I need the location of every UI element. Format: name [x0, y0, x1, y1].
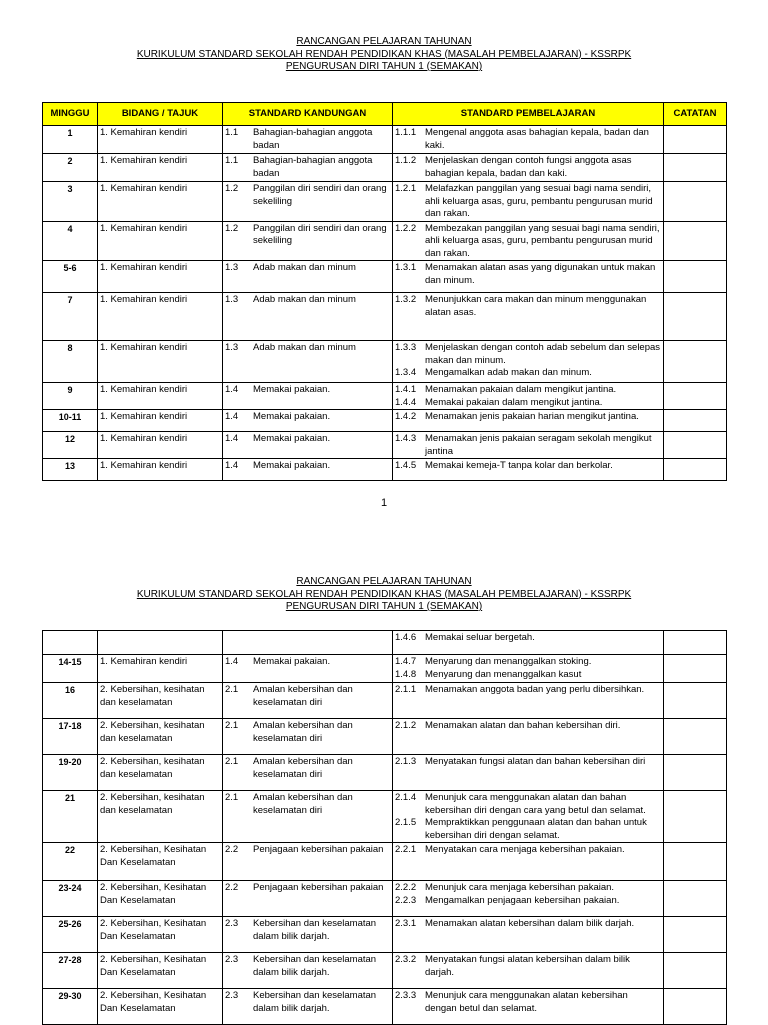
standard-kandungan-cell [223, 221, 393, 261]
catatan-cell [664, 881, 727, 917]
week-cell: 21 [43, 791, 98, 843]
standard-pembelajaran-cell [393, 182, 664, 222]
sp-code: 2.1.4 [395, 792, 417, 803]
doc-subject: PENGURUSAN DIRI TAHUN 1 (SEMAKAN) [285, 601, 483, 612]
standard-pembelajaran-cell [393, 432, 664, 459]
catatan-cell [664, 221, 727, 261]
sp-code: 2.1.1 [395, 684, 417, 695]
sk-text: Amalan kebersihan dan keselamatan diri [253, 756, 353, 780]
sp-text: Melafazkan panggilan yang sesuai bagi nama sendiri, ahli keluarga asas, guru, pembantu pengurusan murid dan rakan. [425, 183, 653, 219]
week-cell: 5-6 [43, 261, 98, 293]
sp-code: 1.4.1 [395, 384, 417, 395]
sk-code: 2.1 [225, 720, 239, 731]
table-header-row [43, 103, 727, 126]
week-cell [43, 631, 98, 655]
page1-body [43, 126, 727, 481]
sp-text: Memakai pakaian dalam mengikut jantina. [425, 396, 603, 408]
standard-kandungan-cell [223, 631, 393, 655]
sk-text: Kebersihan dan keselamatan dalam bilik darjah. [253, 990, 377, 1014]
table-row [43, 719, 727, 755]
bidang-cell: 2. Kebersihan, Kesihatan Dan Keselamatan [98, 881, 223, 917]
bidang-cell: 1. Kemahiran kendiri [98, 182, 223, 222]
sp-text: Menjelaskan dengan contoh adab sebelum dan selepas makan dan minum. [425, 342, 661, 366]
sp-code: 1.4.6 [395, 632, 417, 643]
standard-kandungan-cell [223, 655, 393, 683]
table-row [43, 683, 727, 719]
sp-code: 1.2.2 [395, 222, 417, 234]
sp-text: Menamakan jenis pakaian harian mengikut jantina. [425, 411, 639, 422]
catatan-cell [664, 154, 727, 182]
standard-kandungan-cell [223, 459, 393, 481]
standard-kandungan-cell [223, 293, 393, 341]
sk-code: 2.1 [225, 684, 239, 695]
table-row [43, 293, 727, 341]
bidang-cell: 2. Kebersihan, Kesihatan Dan Keselamatan [98, 917, 223, 953]
sp-code: 2.1.5 [395, 817, 417, 828]
table-row [43, 755, 727, 791]
catatan-cell [664, 755, 727, 791]
sk-code: 2.1 [225, 756, 239, 767]
week-cell: 4 [43, 221, 98, 261]
sk-code: 2.3 [225, 918, 239, 929]
bidang-cell: 1. Kemahiran kendiri [98, 383, 223, 410]
sk-text: Memakai pakaian. [253, 411, 331, 422]
standard-pembelajaran-cell [393, 221, 664, 261]
standard-pembelajaran-cell [393, 791, 664, 843]
week-cell: 8 [43, 341, 98, 383]
standard-kandungan-cell [223, 755, 393, 791]
catatan-cell [664, 989, 727, 1025]
standard-kandungan-cell [223, 432, 393, 459]
doc-subtitle: KURIKULUM STANDARD SEKOLAH RENDAH PENDIDIKAN KHAS (MASALAH PEMBELAJARAN) - KSSRPK [136, 48, 632, 60]
table-row [43, 459, 727, 481]
catatan-cell [664, 631, 727, 655]
standard-pembelajaran-cell [393, 843, 664, 881]
sp-text: Menunjuk cara menjaga kebersihan pakaian. [425, 882, 615, 893]
table-row [43, 341, 727, 383]
standard-kandungan-cell [223, 154, 393, 182]
standard-kandungan-cell [223, 383, 393, 410]
sk-text: Memakai pakaian. [253, 460, 331, 471]
week-cell: 10-11 [43, 410, 98, 432]
sp-text: Menamakan alatan kebersihan dalam bilik darjah. [425, 918, 635, 929]
sk-text: Adab makan dan minum [253, 294, 356, 305]
doc-subtitle: KURIKULUM STANDARD SEKOLAH RENDAH PENDIDIKAN KHAS (MASALAH PEMBELAJARAN) - KSSRPK [136, 588, 632, 600]
sp-text: Membezakan panggilan yang sesuai bagi nama sendiri, ahli keluarga asas, guru, pembantu pengurusan murid dan rakan. [425, 222, 660, 259]
sk-text: Memakai pakaian. [253, 384, 331, 395]
col-standard-pembelajaran: STANDARD PEMBELAJARAN [393, 103, 664, 126]
table-row [43, 383, 727, 410]
standard-kandungan-cell [223, 719, 393, 755]
week-cell: 7 [43, 293, 98, 341]
bidang-cell: 2. Kebersihan, kesihatan dan keselamatan [98, 719, 223, 755]
sp-code: 2.2.2 [395, 882, 417, 893]
bidang-cell [98, 631, 223, 655]
bidang-cell: 2. Kebersihan, kesihatan dan keselamatan [98, 755, 223, 791]
standard-pembelajaran-cell [393, 341, 664, 383]
sp-code: 1.4.3 [395, 433, 417, 444]
sp-code: 1.3.3 [395, 342, 417, 353]
sk-code: 1.3 [225, 262, 239, 273]
standard-kandungan-cell [223, 953, 393, 989]
bidang-cell: 1. Kemahiran kendiri [98, 410, 223, 432]
doc-subject: PENGURUSAN DIRI TAHUN 1 (SEMAKAN) [285, 61, 483, 72]
sk-text: Bahagian-bahagian anggota badan [253, 127, 373, 151]
week-cell: 23-24 [43, 881, 98, 917]
page1-table [42, 102, 727, 481]
sk-code: 1.2 [225, 183, 239, 194]
sk-code: 1.4 [225, 384, 239, 395]
sp-text: Menunjuk cara menggunakan alatan kebersihan dengan betul dan selamat. [425, 990, 628, 1014]
sp-text: Menamakan anggota badan yang perlu dibersihkan. [425, 684, 645, 695]
sk-code: 1.2 [225, 222, 239, 234]
standard-pembelajaran-cell [393, 293, 664, 341]
week-cell: 9 [43, 383, 98, 410]
standard-pembelajaran-cell [393, 383, 664, 410]
week-cell: 14-15 [43, 655, 98, 683]
standard-pembelajaran-cell [393, 917, 664, 953]
bidang-cell: 1. Kemahiran kendiri [98, 459, 223, 481]
sk-text: Penjagaan kebersihan pakaian [253, 844, 384, 855]
sp-text: Menamakan jenis pakaian seragam sekolah mengikut jantina [425, 433, 652, 457]
standard-pembelajaran-cell [393, 631, 664, 655]
week-cell: 19-20 [43, 755, 98, 791]
sp-code: 1.3.4 [395, 367, 417, 378]
catatan-cell [664, 432, 727, 459]
sk-text: Memakai pakaian. [253, 433, 331, 444]
table-row [43, 182, 727, 222]
standard-kandungan-cell [223, 126, 393, 154]
sk-text: Amalan kebersihan dan keselamatan diri [253, 720, 353, 744]
table-row [43, 953, 727, 989]
sp-code: 2.2.3 [395, 894, 417, 906]
doc-title: RANCANGAN PELAJARAN TAHUNAN [296, 576, 472, 587]
col-standard-kandungan: STANDARD KANDUNGAN [223, 103, 393, 126]
sp-code: 1.3.1 [395, 262, 417, 273]
sp-text: Menjelaskan dengan contoh fungsi anggota asas bahagian kepala, badan dan kaki. [425, 155, 632, 179]
bidang-cell: 2. Kebersihan, kesihatan dan keselamatan [98, 683, 223, 719]
bidang-cell: 1. Kemahiran kendiri [98, 154, 223, 182]
bidang-cell: 2. Kebersihan, kesihatan dan keselamatan [98, 791, 223, 843]
standard-pembelajaran-cell [393, 459, 664, 481]
bidang-cell: 1. Kemahiran kendiri [98, 341, 223, 383]
table-row [43, 631, 727, 655]
table-row [43, 989, 727, 1025]
sk-text: Bahagian-bahagian anggota badan [253, 155, 373, 179]
sp-text: Memakai seluar bergetah. [425, 632, 535, 643]
page2-header [0, 576, 768, 614]
week-cell: 29-30 [43, 989, 98, 1025]
sk-text: Panggilan diri sendiri dan orang sekeliling [253, 183, 387, 207]
sp-code: 1.1.1 [395, 127, 417, 138]
catatan-cell [664, 655, 727, 683]
catatan-cell [664, 953, 727, 989]
table-row [43, 261, 727, 293]
sk-text: Kebersihan dan keselamatan dalam bilik darjah. [253, 918, 377, 942]
col-minggu: MINGGU [43, 103, 98, 126]
sk-code: 1.1 [225, 155, 239, 166]
sk-text: Amalan kebersihan dan keselamatan diri [253, 684, 353, 708]
week-cell: 25-26 [43, 917, 98, 953]
col-catatan: CATATAN [664, 103, 727, 126]
sk-code: 1.3 [225, 294, 239, 305]
sp-code: 2.1.2 [395, 720, 417, 731]
catatan-cell [664, 341, 727, 383]
sk-code: 2.3 [225, 990, 239, 1001]
week-cell: 27-28 [43, 953, 98, 989]
sp-code: 1.2.1 [395, 183, 417, 194]
standard-kandungan-cell [223, 791, 393, 843]
sk-code: 2.3 [225, 954, 239, 965]
sk-text: Amalan kebersihan dan keselamatan diri [253, 792, 353, 816]
table-row [43, 881, 727, 917]
standard-kandungan-cell [223, 683, 393, 719]
catatan-cell [664, 293, 727, 341]
catatan-cell [664, 383, 727, 410]
sp-text: Menamakan alatan asas yang digunakan untuk makan dan minum. [425, 262, 656, 286]
table-row [43, 791, 727, 843]
sp-code: 1.3.2 [395, 294, 417, 305]
sp-code: 1.4.7 [395, 656, 417, 667]
page2-table [42, 630, 727, 1025]
sp-text: Mengamalkan penjagaan kebersihan pakaian. [425, 894, 620, 906]
doc-title: RANCANGAN PELAJARAN TAHUNAN [296, 36, 472, 47]
sp-code: 1.4.8 [395, 668, 417, 680]
standard-kandungan-cell [223, 261, 393, 293]
week-cell: 13 [43, 459, 98, 481]
standard-pembelajaran-cell [393, 953, 664, 989]
catatan-cell [664, 917, 727, 953]
standard-pembelajaran-cell [393, 655, 664, 683]
week-cell: 1 [43, 126, 98, 154]
sp-text: Menyatakan cara menjaga kebersihan pakaian. [425, 844, 625, 855]
sk-code: 2.1 [225, 792, 239, 803]
sp-text: Menamakan alatan dan bahan kebersihan diri. [425, 720, 621, 731]
table-row [43, 843, 727, 881]
catatan-cell [664, 261, 727, 293]
sk-code: 1.1 [225, 127, 239, 138]
bidang-cell: 1. Kemahiran kendiri [98, 126, 223, 154]
standard-pembelajaran-cell [393, 126, 664, 154]
catatan-cell [664, 843, 727, 881]
sp-code: 2.3.1 [395, 918, 417, 929]
sp-text: Mempraktikkan penggunaan alatan dan bahan untuk kebersihan diri dengan selamat. [425, 817, 647, 841]
catatan-cell [664, 683, 727, 719]
sp-code: 2.3.3 [395, 990, 417, 1001]
week-cell: 16 [43, 683, 98, 719]
table-row [43, 154, 727, 182]
standard-pembelajaran-cell [393, 261, 664, 293]
sk-code: 2.2 [225, 882, 239, 893]
week-cell: 12 [43, 432, 98, 459]
standard-kandungan-cell [223, 881, 393, 917]
sp-code: 2.1.3 [395, 756, 417, 767]
sp-code: 1.4.5 [395, 460, 417, 471]
catatan-cell [664, 182, 727, 222]
sp-text: Mengenal anggota asas bahagian kepala, badan dan kaki. [425, 127, 649, 151]
bidang-cell: 1. Kemahiran kendiri [98, 221, 223, 261]
sp-text: Menunjuk cara menggunakan alatan dan bahan kebersihan diri dengan cara yang betul dan selamat. [425, 792, 646, 816]
standard-kandungan-cell [223, 341, 393, 383]
standard-pembelajaran-cell [393, 719, 664, 755]
sk-code: 1.4 [225, 656, 239, 667]
bidang-cell: 1. Kemahiran kendiri [98, 293, 223, 341]
sp-text: Menyatakan fungsi alatan dan bahan kebersihan diri [425, 756, 646, 767]
page-number: 1 [380, 497, 388, 509]
standard-kandungan-cell [223, 182, 393, 222]
table-row [43, 221, 727, 261]
sp-text: Menyatakan fungsi alatan kebersihan dalam bilik darjah. [425, 954, 630, 978]
col-bidang: BIDANG / TAJUK [98, 103, 223, 126]
catatan-cell [664, 791, 727, 843]
sp-text: Menamakan pakaian dalam mengikut jantina. [425, 384, 617, 395]
sp-text: Menyarung dan menanggalkan stoking. [425, 656, 592, 667]
week-cell: 2 [43, 154, 98, 182]
page2-body [43, 631, 727, 1025]
sk-code: 1.4 [225, 433, 239, 444]
sk-text: Penjagaan kebersihan pakaian [253, 882, 384, 893]
bidang-cell: 1. Kemahiran kendiri [98, 261, 223, 293]
sk-code: 1.4 [225, 411, 239, 422]
bidang-cell: 1. Kemahiran kendiri [98, 432, 223, 459]
page1-header [0, 36, 768, 74]
bidang-cell: 2. Kebersihan, Kesihatan Dan Keselamatan [98, 953, 223, 989]
table-row [43, 410, 727, 432]
catatan-cell [664, 126, 727, 154]
bidang-cell: 1. Kemahiran kendiri [98, 655, 223, 683]
week-cell: 17-18 [43, 719, 98, 755]
standard-pembelajaran-cell [393, 989, 664, 1025]
standard-pembelajaran-cell [393, 154, 664, 182]
table-row [43, 126, 727, 154]
standard-pembelajaran-cell [393, 881, 664, 917]
catatan-cell [664, 719, 727, 755]
sp-code: 1.4.4 [395, 396, 417, 408]
standard-pembelajaran-cell [393, 410, 664, 432]
table-row [43, 432, 727, 459]
sp-text: Memakai kemeja-T tanpa kolar dan berkolar. [425, 460, 613, 471]
sk-text: Adab makan dan minum [253, 262, 356, 273]
sp-code: 2.3.2 [395, 954, 417, 965]
standard-pembelajaran-cell [393, 683, 664, 719]
sk-text: Adab makan dan minum [253, 342, 356, 353]
sp-code: 2.2.1 [395, 844, 417, 855]
table-row [43, 917, 727, 953]
catatan-cell [664, 410, 727, 432]
sk-code: 1.3 [225, 342, 239, 353]
sk-code: 2.2 [225, 844, 239, 855]
sk-text: Panggilan diri sendiri dan orang sekeliling [253, 222, 387, 246]
sp-text: Mengamalkan adab makan dan minum. [425, 367, 592, 378]
sk-code: 1.4 [225, 460, 239, 471]
table-row [43, 655, 727, 683]
bidang-cell: 2. Kebersihan, Kesihatan Dan Keselamatan [98, 843, 223, 881]
sp-text: Menunjukkan cara makan dan minum menggunakan alatan asas. [425, 294, 647, 318]
sp-text: Menyarung dan menanggalkan kasut [425, 668, 582, 680]
week-cell: 3 [43, 182, 98, 222]
standard-pembelajaran-cell [393, 755, 664, 791]
catatan-cell [664, 459, 727, 481]
sk-text: Kebersihan dan keselamatan dalam bilik darjah. [253, 954, 377, 978]
standard-kandungan-cell [223, 989, 393, 1025]
sp-code: 1.1.2 [395, 155, 417, 166]
standard-kandungan-cell [223, 917, 393, 953]
sp-code: 1.4.2 [395, 411, 417, 422]
week-cell: 22 [43, 843, 98, 881]
standard-kandungan-cell [223, 843, 393, 881]
bidang-cell: 2. Kebersihan, Kesihatan Dan Keselamatan [98, 989, 223, 1025]
standard-kandungan-cell [223, 410, 393, 432]
sk-text: Memakai pakaian. [253, 656, 331, 667]
